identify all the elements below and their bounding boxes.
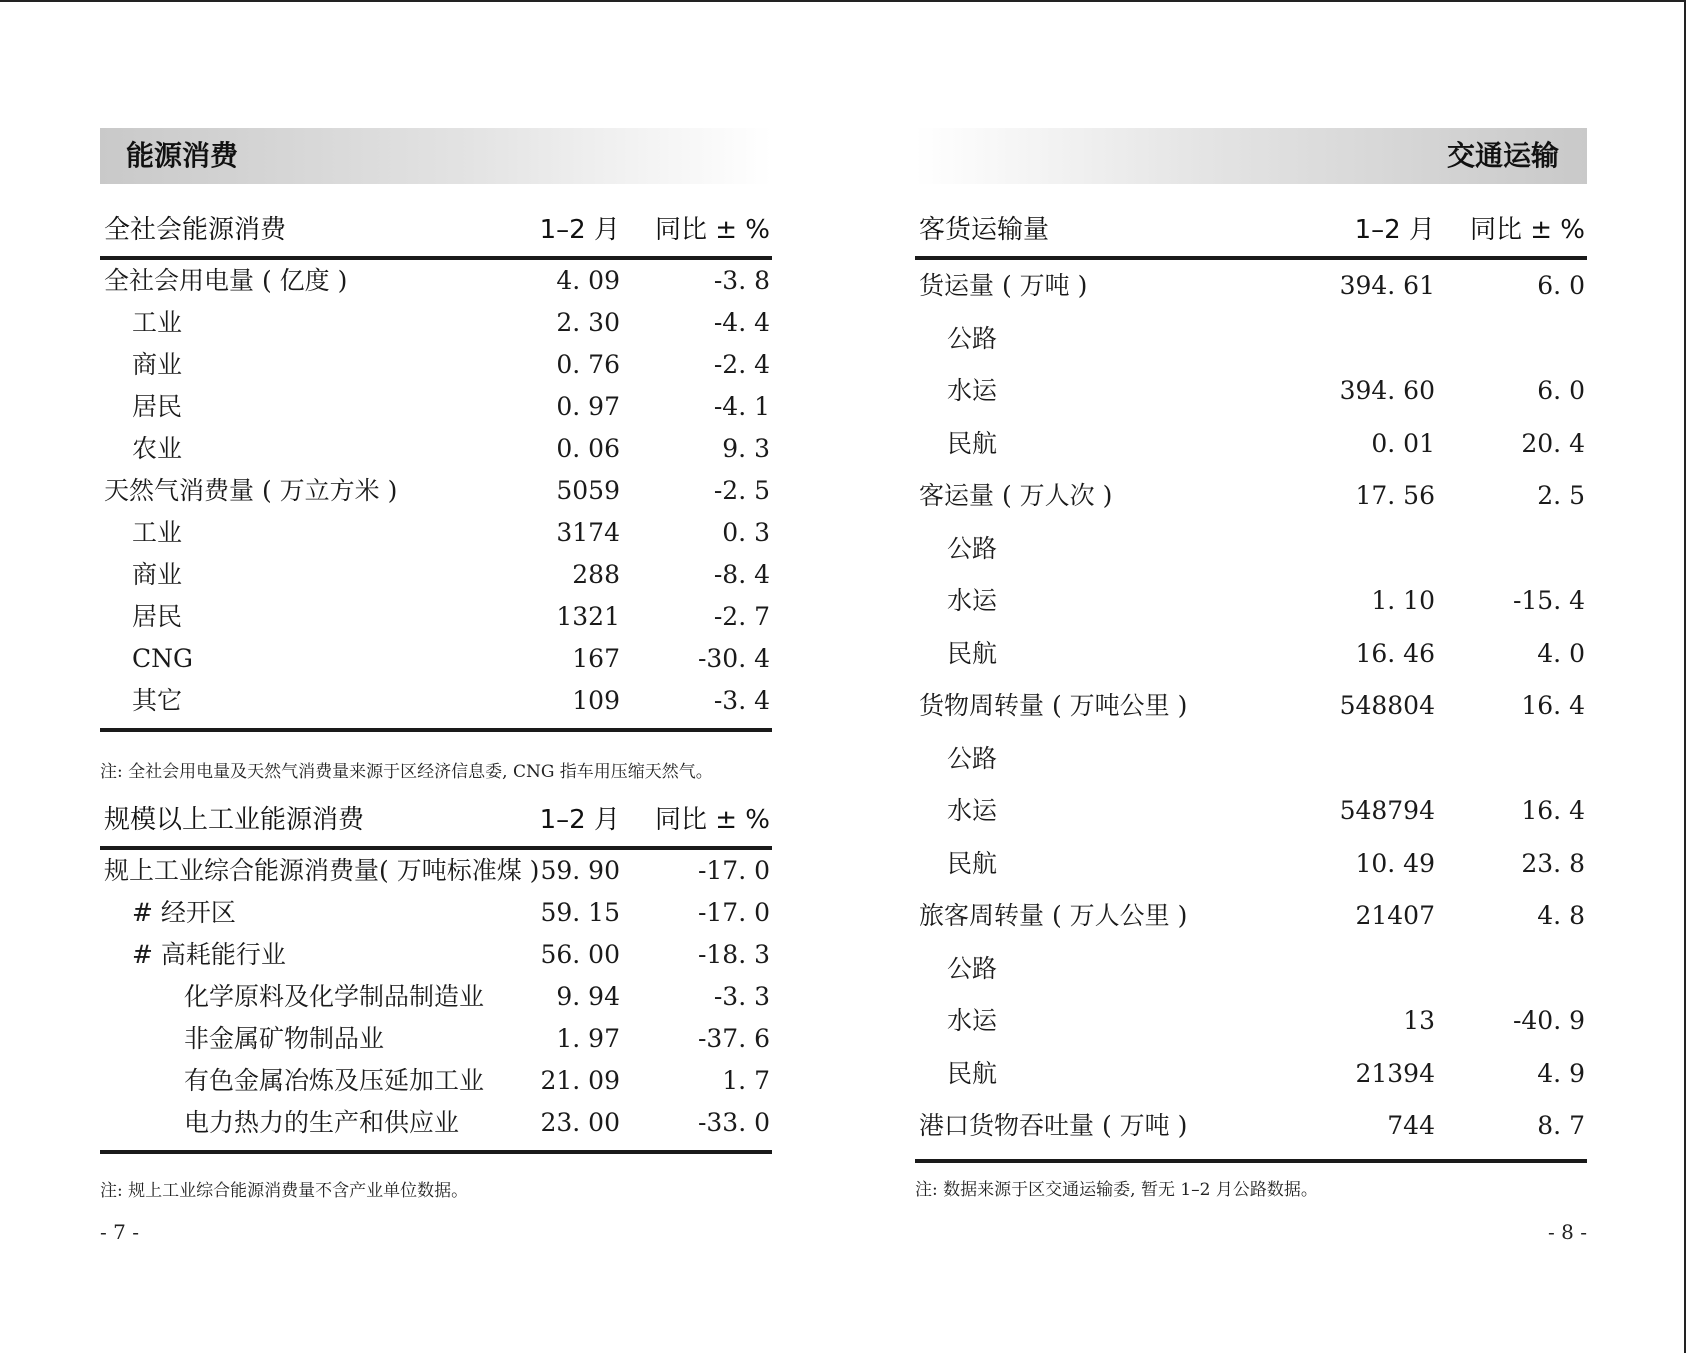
row-value-period: 0. 01 — [1371, 428, 1435, 458]
row-value-period: 2. 30 — [556, 308, 620, 337]
table-row — [915, 838, 1587, 891]
row-value-period: 0. 76 — [556, 350, 620, 379]
table-header — [915, 208, 1587, 256]
header-category: 规模以上工业能源消费 — [104, 805, 365, 835]
table-row — [100, 596, 772, 638]
row-label: 民航 — [947, 848, 998, 878]
row-value-yoy: -4. 4 — [713, 308, 770, 337]
row-value-yoy: -3. 8 — [713, 266, 770, 295]
row-value-yoy: -8. 4 — [713, 560, 770, 589]
table-row — [915, 628, 1587, 681]
header-category: 客货运输量 — [919, 215, 1050, 245]
row-value-period: 21394 — [1355, 1058, 1435, 1088]
table-row — [100, 1102, 772, 1144]
row-label: CNG — [132, 644, 193, 673]
row-label: 有色金属冶炼及压延加工业 — [184, 1066, 485, 1095]
page-number: - 8 - — [1548, 1220, 1587, 1244]
table-row — [915, 470, 1587, 523]
row-value-period: 17. 56 — [1355, 481, 1435, 510]
row-label: 民航 — [947, 638, 998, 668]
table-row — [915, 1100, 1587, 1153]
row-label: 居民 — [132, 392, 183, 421]
header-period: 1–2 月 — [1354, 215, 1435, 245]
table-row — [100, 386, 772, 428]
row-value-yoy: -17. 0 — [697, 898, 770, 927]
row-label: 居民 — [132, 602, 183, 631]
row-label: 公路 — [947, 323, 998, 353]
row-label: 水运 — [947, 376, 998, 405]
table-body — [100, 260, 772, 728]
row-label: 商业 — [132, 560, 183, 589]
row-value-period: 1. 10 — [1371, 586, 1435, 615]
table-body — [100, 850, 772, 1150]
row-value-yoy: 6. 0 — [1537, 376, 1585, 405]
footer-rule — [100, 1150, 772, 1154]
row-value-period: 167 — [572, 644, 620, 673]
row-label: 工业 — [132, 518, 183, 547]
row-value-period: 21. 09 — [540, 1066, 620, 1095]
row-value-period: 10. 49 — [1355, 848, 1435, 878]
row-label: 公路 — [947, 953, 998, 983]
row-label: 水运 — [947, 1006, 998, 1035]
row-value-period: 21407 — [1355, 901, 1435, 930]
row-value-period: 0. 97 — [556, 392, 620, 421]
row-label: 水运 — [947, 796, 998, 825]
row-value-period: 1321 — [556, 602, 620, 631]
row-value-yoy: -2. 7 — [713, 602, 770, 631]
row-label: # 经开区 — [132, 898, 236, 927]
row-label: 公路 — [947, 743, 998, 773]
header-period: 1–2 月 — [539, 805, 620, 835]
row-label: 农业 — [132, 434, 183, 463]
row-value-yoy: -2. 4 — [713, 350, 770, 379]
row-value-period: 744 — [1387, 1111, 1435, 1140]
row-value-yoy: 16. 4 — [1521, 691, 1585, 720]
row-value-period: 288 — [572, 560, 620, 589]
table-row — [915, 313, 1587, 366]
footer-rule — [100, 728, 772, 732]
transport-volume-table — [915, 208, 1587, 1163]
row-value-yoy: 16. 4 — [1521, 796, 1585, 825]
table-row — [915, 785, 1587, 838]
table-row — [100, 638, 772, 680]
row-value-period: 5059 — [556, 476, 620, 505]
table-row — [100, 850, 772, 892]
section-banner-transport: 交通运输 — [915, 128, 1587, 184]
row-value-yoy: -3. 3 — [713, 982, 770, 1011]
table-row — [915, 680, 1587, 733]
table-row — [100, 976, 772, 1018]
row-value-period: 9. 94 — [556, 982, 620, 1011]
table-row — [100, 554, 772, 596]
energy-consumption-table — [100, 208, 772, 732]
row-label: 货物周转量 ( 万吨公里 ) — [919, 691, 1188, 720]
row-value-yoy: -18. 3 — [697, 940, 770, 969]
table-row — [915, 1048, 1587, 1101]
table-row — [100, 302, 772, 344]
row-label: 工业 — [132, 308, 183, 337]
row-value-period: 109 — [572, 686, 620, 715]
footer-rule — [915, 1159, 1587, 1163]
row-label: 水运 — [947, 586, 998, 615]
header-period: 1–2 月 — [539, 215, 620, 245]
row-value-yoy: 8. 7 — [1537, 1111, 1585, 1140]
row-value-yoy: 9. 3 — [722, 434, 770, 463]
table-header — [100, 208, 772, 256]
row-value-period: 3174 — [556, 518, 620, 547]
row-value-yoy: 0. 3 — [722, 518, 770, 547]
table-row — [915, 418, 1587, 471]
row-label: 客运量 ( 万人次 ) — [919, 481, 1113, 510]
table-row — [915, 260, 1587, 313]
row-value-yoy: -4. 1 — [713, 392, 770, 421]
row-value-period: 56. 00 — [540, 940, 620, 969]
row-value-yoy: -30. 4 — [697, 644, 770, 673]
header-yoy: 同比 ± % — [654, 215, 770, 245]
table-row — [915, 943, 1587, 996]
row-value-yoy: 23. 8 — [1521, 848, 1585, 878]
page-number: - 7 - — [100, 1220, 139, 1244]
table-row — [100, 934, 772, 976]
row-value-period: 59. 15 — [540, 898, 620, 927]
industrial-energy-table — [100, 798, 772, 1154]
row-label: 港口货物吞吐量 ( 万吨 ) — [919, 1111, 1188, 1140]
table-row — [100, 680, 772, 722]
row-label: 民航 — [947, 428, 998, 458]
row-label: 货运量 ( 万吨 ) — [919, 271, 1088, 300]
row-label: 公路 — [947, 533, 998, 563]
row-value-period: 16. 46 — [1355, 638, 1435, 668]
row-label: 民航 — [947, 1058, 998, 1088]
table-row — [915, 733, 1587, 786]
row-value-yoy: 1. 7 — [722, 1066, 770, 1095]
table-row — [100, 512, 772, 554]
table-row — [100, 892, 772, 934]
row-value-period: 394. 60 — [1339, 376, 1435, 405]
row-label: 非金属矿物制品业 — [184, 1024, 385, 1053]
row-value-period: 4. 09 — [556, 266, 620, 295]
table-row — [100, 428, 772, 470]
top-border — [0, 0, 1686, 2]
row-value-yoy: 6. 0 — [1537, 271, 1585, 300]
row-value-yoy: 2. 5 — [1537, 481, 1585, 510]
row-label: 电力热力的生产和供应业 — [184, 1108, 460, 1137]
row-label: 其它 — [132, 686, 183, 715]
row-label: 旅客周转量 ( 万人公里 ) — [919, 901, 1188, 930]
table-row — [915, 575, 1587, 628]
row-value-period: 394. 61 — [1339, 271, 1435, 300]
row-value-yoy: 20. 4 — [1521, 428, 1585, 458]
section-banner-energy: 能源消费 — [100, 128, 772, 184]
table-row — [100, 1060, 772, 1102]
table-row — [100, 344, 772, 386]
table-row — [100, 1018, 772, 1060]
row-value-period: 1. 97 — [556, 1024, 620, 1053]
row-value-yoy: -33. 0 — [697, 1108, 770, 1137]
row-value-period: 13 — [1403, 1006, 1435, 1035]
row-label: 天然气消费量 ( 万立方米 ) — [104, 476, 398, 505]
table-note: 注: 全社会用电量及天然气消费量来源于区经济信息委, CNG 指车用压缩天然气。 — [100, 762, 713, 782]
row-value-yoy: -15. 4 — [1512, 586, 1585, 615]
header-category: 全社会能源消费 — [104, 215, 287, 245]
row-label: 商业 — [132, 350, 183, 379]
table-row — [915, 995, 1587, 1048]
table-row — [915, 523, 1587, 576]
table-note: 注: 规上工业综合能源消费量不含产业单位数据。 — [100, 1181, 469, 1201]
row-value-yoy: -2. 5 — [713, 476, 770, 505]
row-value-yoy: -37. 6 — [697, 1024, 770, 1053]
table-row — [100, 260, 772, 302]
table-body — [915, 260, 1587, 1159]
row-label: 全社会用电量 ( 亿度 ) — [104, 266, 348, 295]
row-label: 化学原料及化学制品制造业 — [184, 982, 485, 1011]
row-value-yoy: -17. 0 — [697, 856, 770, 885]
table-row — [100, 470, 772, 512]
table-header — [100, 798, 772, 846]
header-yoy: 同比 ± % — [1469, 215, 1585, 245]
row-value-period: 548794 — [1339, 796, 1435, 825]
row-label: 规上工业综合能源消费量( 万吨标准煤 ) — [104, 856, 540, 885]
row-value-period: 59. 90 — [540, 856, 620, 885]
row-value-period: 548804 — [1339, 691, 1435, 720]
table-note: 注: 数据来源于区交通运输委, 暂无 1–2 月公路数据。 — [915, 1180, 1318, 1200]
row-value-period: 23. 00 — [540, 1108, 620, 1137]
row-value-yoy: 4. 8 — [1537, 901, 1585, 930]
header-yoy: 同比 ± % — [654, 805, 770, 835]
table-row — [915, 890, 1587, 943]
row-value-yoy: -40. 9 — [1512, 1006, 1585, 1035]
row-value-period: 0. 06 — [556, 434, 620, 463]
table-row — [915, 365, 1587, 418]
row-value-yoy: 4. 9 — [1537, 1058, 1585, 1088]
row-value-yoy: -3. 4 — [713, 686, 770, 715]
row-value-yoy: 4. 0 — [1537, 638, 1585, 668]
row-label: # 高耗能行业 — [132, 940, 286, 969]
